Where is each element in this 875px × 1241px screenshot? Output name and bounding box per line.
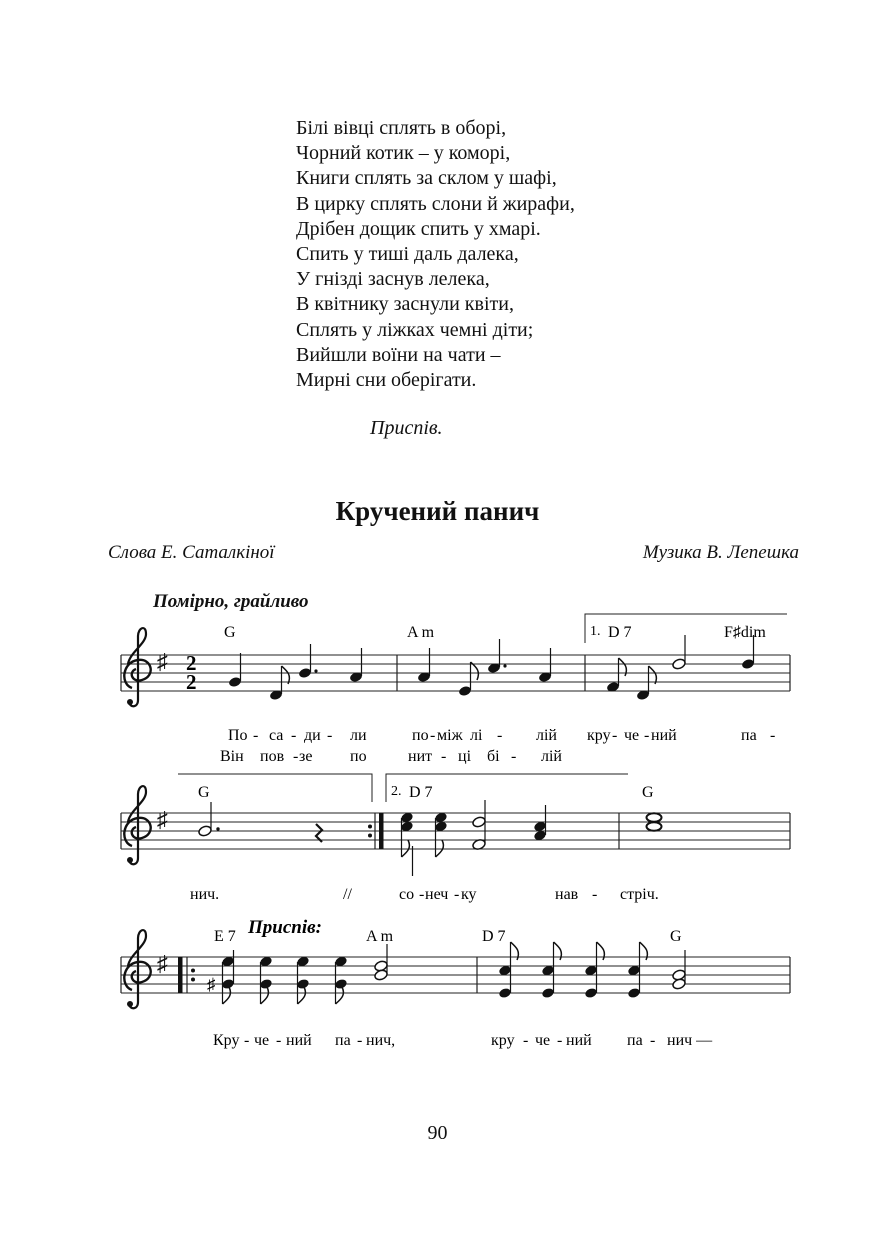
poem-line: Книги сплять за склом у шафі, [296,167,557,190]
lyric-syllable: че [254,1032,270,1049]
lyric-syllable: - [357,1032,363,1049]
thick-barline [178,957,183,993]
chord-note [533,805,547,841]
chord-note [541,942,561,999]
chord-symbol: G [224,624,236,641]
chord-symbol: D 7 [409,784,433,801]
repeat-dot [191,969,195,973]
chord-symbol: D 7 [608,624,632,641]
lyric-syllable: нит [408,748,433,765]
sharp-icon: ♯ [207,975,216,994]
volta-2-label: 2. [391,784,402,799]
chord-note [221,950,235,1004]
refrain-label: Приспів. [370,417,443,439]
chord-note [400,812,414,876]
lyric-syllable: - [650,1032,656,1049]
treble-clef-icon [124,786,150,864]
lyric-syllable: - [770,727,776,744]
chord-symbol: F♯dim [724,624,766,641]
note [228,653,242,688]
chord-note [584,942,604,999]
poem-line: Білі вівці сплять в оборі, [296,117,507,139]
lyric-syllable: - [244,1032,250,1049]
lyric-syllable: са [269,727,284,744]
lyric-syllable: нич. [190,886,220,903]
poem-line: В квітнику заснули квіти, [296,293,514,316]
chord-note [627,942,647,999]
lyric-syllable: - [430,727,436,744]
chord-note [374,944,389,981]
time-signature-top: 2 [186,651,197,675]
song-title: Кручений панич [335,496,540,526]
chord-note [472,800,487,851]
lyric-syllable: па [627,1032,643,1049]
note [417,648,431,683]
tempo-marking: Помірно, грайливо [153,591,309,612]
note [458,662,479,697]
volta-1-label: 1. [590,624,601,639]
chord-note [296,956,310,1004]
lyric-syllable: кру [491,1032,515,1049]
note [349,648,363,683]
lyric-syllable: - [592,886,598,903]
lyric-syllable: по [350,748,367,765]
poem-line: Спить у тиші даль далека, [296,243,519,266]
lyric-syllable: ний [566,1032,592,1049]
note [298,644,318,679]
quarter-rest-icon [316,824,322,842]
page-number: 90 [427,1122,448,1144]
repeat-dot [191,978,195,982]
poem-line: Мирні сни оберігати. [296,369,477,392]
lyric-syllable: По [228,727,248,744]
chord-symbol: G [198,784,210,801]
lyric-syllable: - [612,727,618,744]
thick-barline [379,813,384,849]
lyric-syllable: че [535,1032,551,1049]
chord-symbol: G [670,928,682,945]
chord-note [672,950,687,990]
note [487,639,507,674]
treble-clef-icon [124,930,150,1008]
note [269,666,290,701]
poem-line: Чорний котик – у коморі, [296,142,511,165]
lyric-syllable: - [293,748,299,765]
music-credit: Музика В. Лепешка [642,542,799,563]
lyric-syllable: - [419,886,425,903]
lyric-syllable: со [399,886,415,903]
lyric-syllable: - [291,727,297,744]
lyric-syllable: ний [651,727,677,744]
treble-clef-icon [124,628,150,706]
lyric-syllable: ку [461,886,477,903]
lyric-syllable: - [253,727,259,744]
lyrics-credit: Слова Е. Саталкіної [108,542,275,563]
lyric-syllable: кру [587,727,611,744]
lyric-syllable: па [335,1032,351,1049]
lyric-syllable: ли [350,727,367,744]
repeat-dot [368,825,372,829]
lyric-syllable: - [511,748,517,765]
lyric-syllable: Він [220,748,244,765]
time-signature-bottom: 2 [186,670,197,694]
lyric-syllable: бі [487,748,500,765]
note [198,802,220,837]
repeat-dot [368,834,372,838]
poem-line: У гнізді заснув лелека, [296,268,490,291]
key-signature-sharp-icon: ♯ [157,649,168,674]
chord-symbol: E 7 [214,928,236,945]
lyric-syllable: пов [260,748,285,765]
lyric-syllable: - [644,727,650,744]
poem-line: В цирку сплять слони й жирафи, [296,192,575,215]
key-signature-sharp-icon: ♯ [157,951,168,976]
note [672,635,687,670]
lyric-syllable: нич — [667,1032,713,1049]
lyric-syllable: - [497,727,503,744]
note [636,666,657,701]
lyric-syllable: // [343,886,352,903]
lyric-syllable: лі [470,727,483,744]
staff-system-3 [121,917,790,1049]
lyric-syllable: між [437,727,463,744]
staff-system-1 [121,614,790,765]
lyric-syllable: - [523,1032,529,1049]
staff-system-2 [121,774,790,903]
chord-symbol: D 7 [482,928,506,945]
note [606,658,627,693]
note [538,648,552,683]
chord-symbol: G [642,784,654,801]
lyric-syllable: - [276,1032,282,1049]
chord-symbol: A m [407,624,435,641]
lyric-syllable: лій [541,748,562,765]
lyric-syllable: - [454,886,460,903]
lyric-syllable: - [557,1032,563,1049]
chord-note [259,956,273,1004]
key-signature-sharp-icon: ♯ [157,807,168,832]
poem-line: Дрібен дощик спить у хмарі. [296,217,541,240]
lyric-syllable: ці [458,748,472,765]
lyric-syllable: зе [299,748,313,765]
lyric-syllable: - [441,748,447,765]
poem-line: Сплять у ліжках чемні діти; [296,318,534,341]
refrain-marker: Приспів: [248,917,322,938]
lyric-syllable: па [741,727,757,744]
lyric-syllable: лій [536,727,557,744]
lyric-syllable: - [327,727,333,744]
lyric-syllable: ний [286,1032,312,1049]
lyric-syllable: нич, [366,1032,396,1049]
poem-line: Вийшли воїни на чати – [296,343,501,366]
lyric-syllable: ди [304,727,321,744]
chord-symbol: A m [366,928,394,945]
lyric-syllable: по [412,727,429,744]
lyric-syllable: нав [555,886,579,903]
chord-note [498,942,518,999]
lyric-syllable: стріч. [620,886,659,903]
chord-note [334,956,348,1004]
lyric-syllable: неч [425,886,449,903]
lyric-syllable: Кру [213,1032,240,1049]
lyric-syllable: че [624,727,640,744]
